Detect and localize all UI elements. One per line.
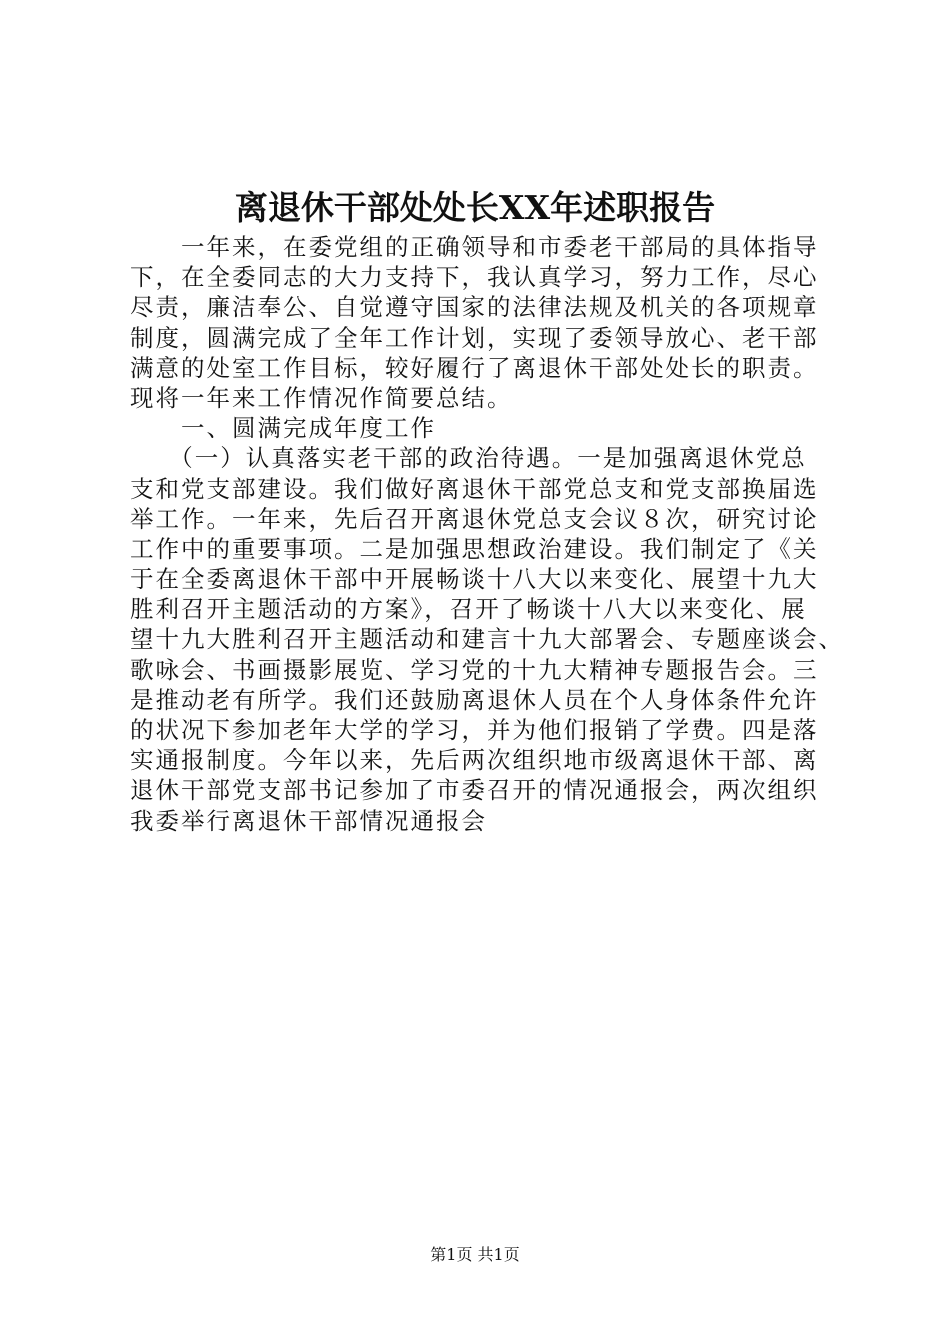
body-line: 胜利召开主题活动的方案》，召开了畅谈十八大以来变化、展 xyxy=(130,595,807,624)
body-line: 的状况下参加老年大学的学习，并为他们报销了学费。四是落 xyxy=(130,716,819,744)
page-footer: 第1页 共1页 xyxy=(430,1245,520,1264)
body-line: 我委举行离退休干部情况通报会 xyxy=(130,806,487,835)
body-line: 望十九大胜利召开主题活动和建言十九大部署会、专题座谈会、 xyxy=(130,625,844,654)
body-line: 现将一年来工作情况作简要总结。 xyxy=(130,383,513,412)
body-line: 下，在全委同志的大力支持下，我认真学习，努力工作，尽心 xyxy=(130,263,819,292)
body-line: 退休干部党支部书记参加了市委召开的情况通报会，两次组织 xyxy=(130,776,819,805)
section-heading: 一、圆满完成年度工作 xyxy=(130,414,436,443)
body-line: （一）认真落实老干部的政治待遇。一是加强离退休党总 xyxy=(130,444,807,473)
body-line: 工作中的重要事项。二是加强思想政治建设。我们制定了《关 xyxy=(130,534,819,563)
body-line: 是推动老有所学。我们还鼓励离退休人员在个人身体条件允许 xyxy=(130,685,819,714)
body-line: 满意的处室工作目标，较好履行了离退休干部处处长的职责。 xyxy=(130,353,819,382)
body-line: 举工作。一年来，先后召开离退休党总支会议８次，研究讨论 xyxy=(130,504,819,533)
document-body xyxy=(130,232,844,836)
body-line: 歌咏会、书画摄影展览、学习党的十九大精神专题报告会。三 xyxy=(130,655,819,684)
body-line: 支和党支部建设。我们做好离退休干部党总支和党支部换届选 xyxy=(130,474,819,503)
body-line: 尽责，廉洁奉公、自觉遵守国家的法律法规及机关的各项规章 xyxy=(130,293,819,322)
body-line: 于在全委离退休干部中开展畅谈十八大以来变化、展望十九大 xyxy=(130,565,819,594)
body-line: 一年来，在委党组的正确领导和市委老干部局的具体指导 xyxy=(130,233,819,261)
body-line: 实通报制度。今年以来，先后两次组织地市级离退休干部、离 xyxy=(130,746,819,775)
document-title: 离退休干部处处长XX年述职报告 xyxy=(234,188,716,227)
body-line: 制度，圆满完成了全年工作计划，实现了委领导放心、老干部 xyxy=(130,323,819,352)
